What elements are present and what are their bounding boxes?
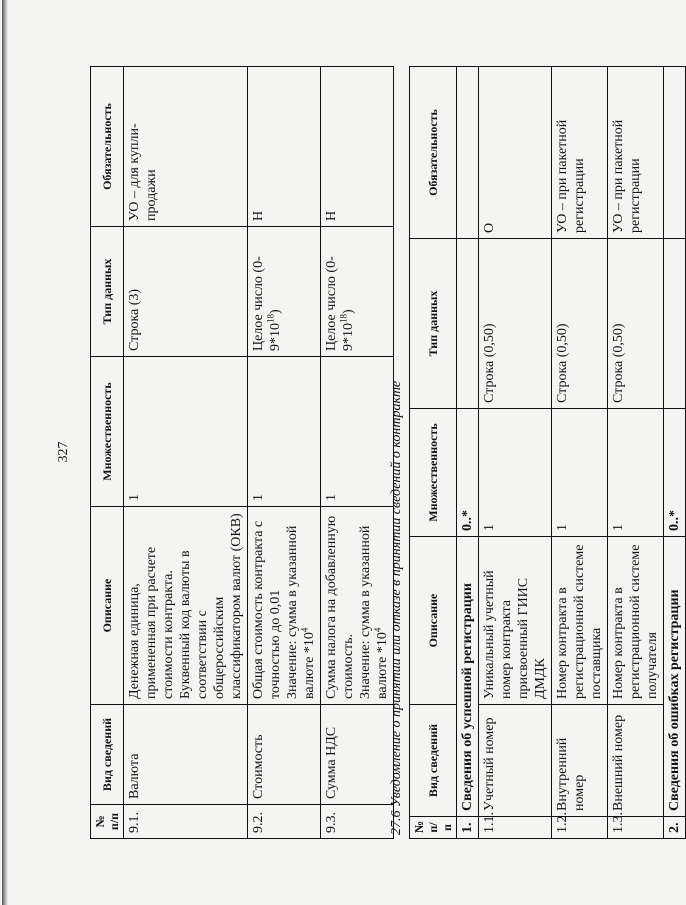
cell-mult: 0..*: [664, 409, 686, 537]
table-row: [608, 67, 664, 839]
cell-kind: Сведения об ошибках регистрации: [664, 537, 686, 817]
cell-type: Строка (3): [124, 227, 248, 357]
table-row: [124, 67, 248, 839]
page-edge-shadow: [2, 0, 8, 905]
cell-desc: Общая стоимость контракта с точностью до 0,01 Значение: сумма в указанной валюте $*10^4$: [248, 507, 321, 705]
cell-num: 9.1.: [124, 805, 248, 839]
cell-kind: Внешний номер: [608, 705, 664, 817]
table-contract-currency: [90, 66, 394, 839]
header-desc: Описание: [91, 507, 124, 705]
section-row: [664, 67, 686, 839]
header-type: Тип данных: [91, 227, 124, 357]
cell-mult: 1: [124, 357, 248, 507]
cell-req: УО – для купли-продажи: [124, 67, 248, 227]
cell-num: 1.3.: [608, 817, 664, 839]
header-num: № п/п: [410, 817, 457, 839]
header-num: № п/п: [91, 805, 124, 839]
cell-req: Н: [248, 67, 321, 227]
cell-desc: Номер контракта в регистрационной системе получателя: [608, 537, 664, 705]
cell-mult: 1: [479, 409, 552, 537]
cell-type: Строка (0,50): [608, 239, 664, 409]
table2-caption: 27.6 Уведомление о принятии или отказе в принятии сведений о контракте: [389, 380, 404, 835]
cell-req: О: [479, 67, 552, 239]
cell-num: 9.2.: [248, 805, 321, 839]
header-type: Тип данных: [410, 239, 457, 409]
section-row: [457, 67, 479, 839]
cell-type: Целое число $(0-9*10^{18})$: [248, 227, 321, 357]
cell-type: Целое число $(0-9*10^{18})$: [321, 227, 394, 357]
header-kind: Вид сведений: [91, 705, 124, 805]
table-header-row: [410, 67, 457, 839]
cell-type: Строка (0,50): [479, 239, 552, 409]
header-mult: Множественность: [91, 357, 124, 507]
cell-num: 2.: [664, 817, 686, 839]
table-header-row: [91, 67, 124, 839]
cell-num: 1.2.: [552, 817, 608, 839]
page-number: 327: [56, 441, 71, 463]
table-row: [321, 67, 394, 839]
rotated-document-page: [20, 12, 682, 892]
cell-num: 1.: [457, 817, 479, 839]
table-row: [248, 67, 321, 839]
cell-desc: Уникальный учетный номер контракта присвоенный ГИИС ДМДК: [479, 537, 552, 705]
cell-mult: 0..*: [457, 409, 479, 537]
cell-kind: Учетный номер: [479, 705, 552, 817]
header-mult: Множественность: [410, 409, 457, 537]
table-row: [552, 67, 608, 839]
header-desc: Описание: [410, 537, 457, 705]
cell-kind: Валюта: [124, 705, 248, 805]
table-notification: [409, 66, 686, 839]
cell-desc: Денежная единица, примененная при расчете стоимости контракта. Буквенный код валюты в соответствии с общероссийским классификатором валют (ОКВ): [124, 507, 248, 705]
cell-mult: 1: [552, 409, 608, 537]
cell-req: УО – при пакетной регистрации: [608, 67, 664, 239]
cell-num: 9.3.: [321, 805, 394, 839]
cell-req: УО – при пакетной регистрации: [552, 67, 608, 239]
cell-kind: Сумма НДС: [321, 705, 394, 805]
header-req: Обязательность: [410, 67, 457, 239]
cell-kind: Сведения об успешной регистрации: [457, 537, 479, 817]
cell-kind: Внутренний номер: [552, 705, 608, 817]
cell-desc: Сумма налога на добавленную стоимость. Значение: сумма в указанной валюте $*10^4$: [321, 507, 394, 705]
cell-req: Н: [321, 67, 394, 227]
cell-mult: 1: [321, 357, 394, 507]
header-kind: Вид сведений: [410, 705, 457, 817]
table-row: [479, 67, 552, 839]
cell-mult: 1: [248, 357, 321, 507]
cell-type: Строка (0,50): [552, 239, 608, 409]
header-req: Обязательность: [91, 67, 124, 227]
cell-mult: 1: [608, 409, 664, 537]
cell-desc: Номер контракта в регистрационной системе поставщика: [552, 537, 608, 705]
cell-kind: Стоимость: [248, 705, 321, 805]
cell-num: 1.1.: [479, 817, 552, 839]
